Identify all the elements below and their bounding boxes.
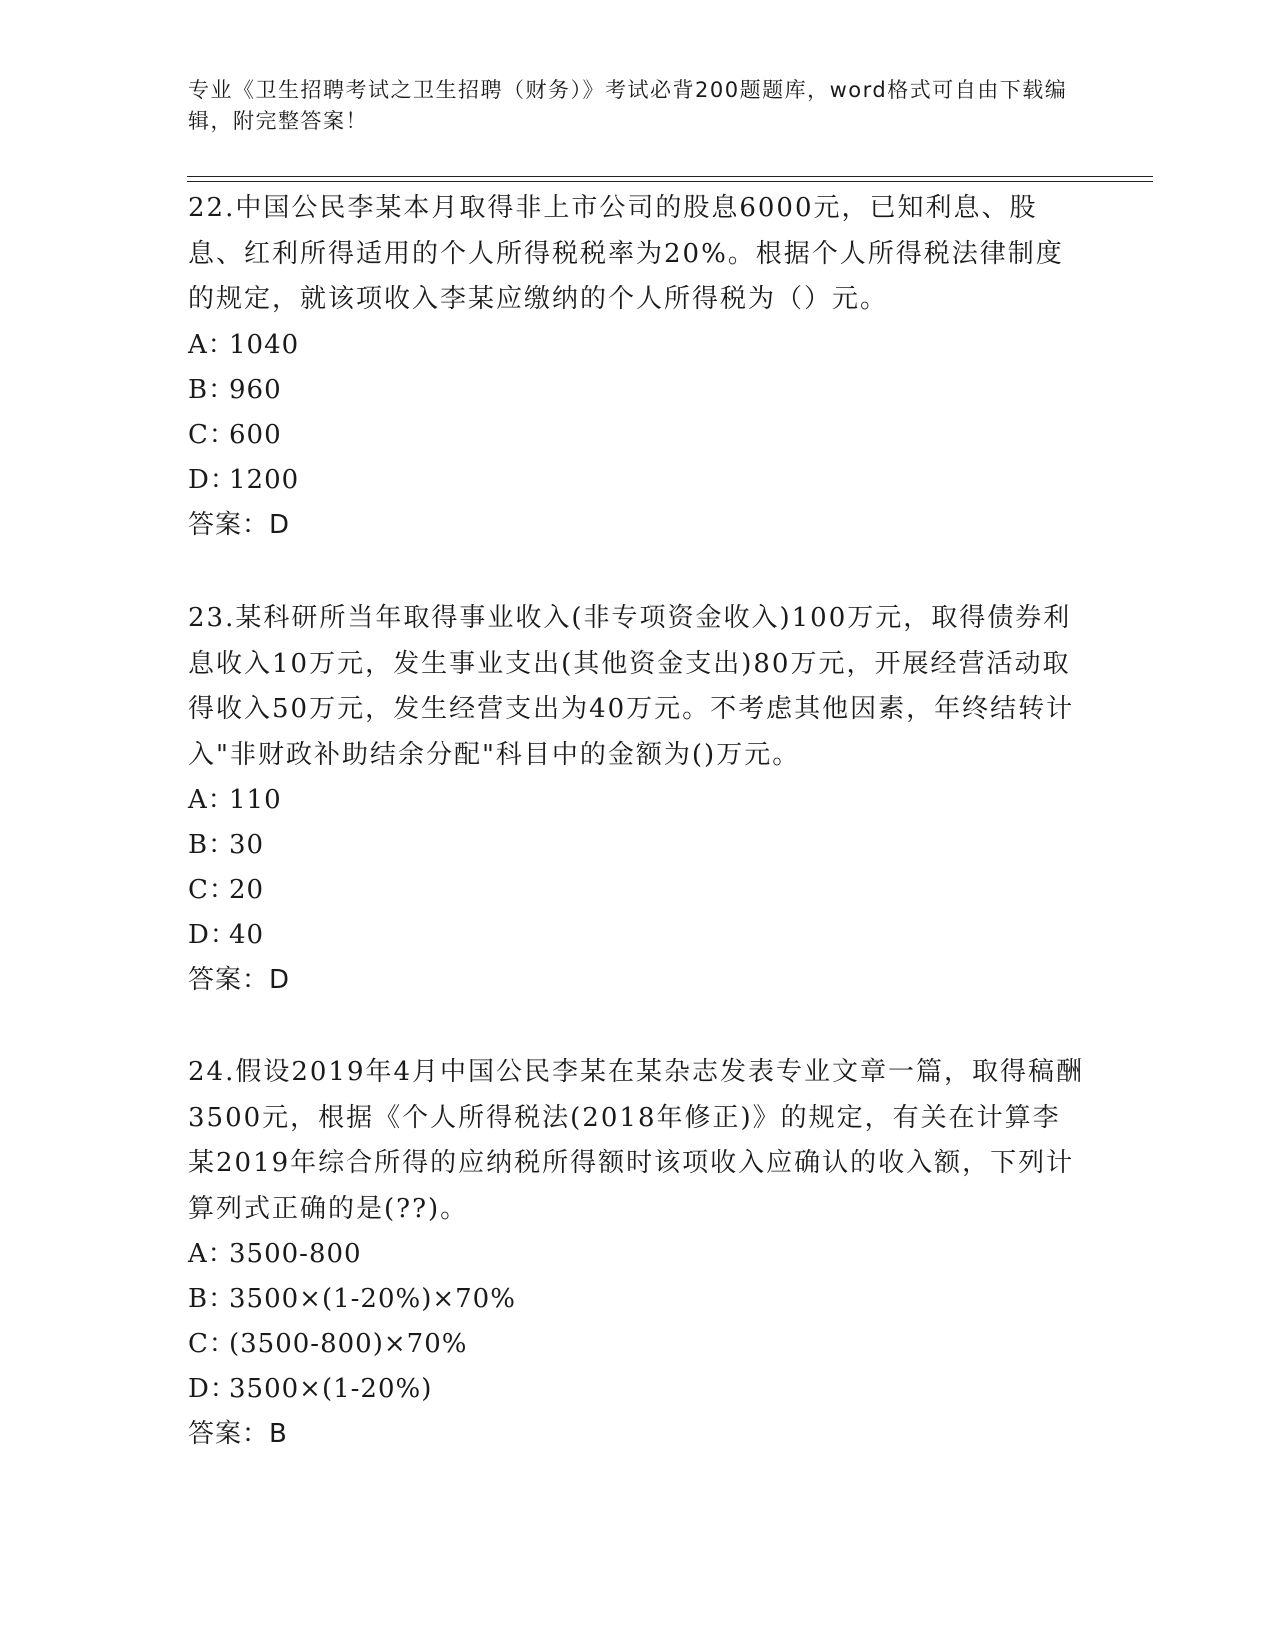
answer-line: 答案：B xyxy=(188,1419,288,1449)
option-c xyxy=(188,1322,1088,1367)
document-header: 专业《卫生招聘考试之卫生招聘（财务）》考试必背200题题库，word格式可自由下载编辑，附完整答案！ xyxy=(188,78,1068,133)
option-c xyxy=(188,868,1088,913)
option-text: 3500×(1-20%)×70% xyxy=(229,1284,516,1314)
option-text: 1040 xyxy=(229,329,300,360)
option-text: 600 xyxy=(229,419,282,450)
option-text: 1200 xyxy=(229,464,300,495)
option-d xyxy=(188,913,1088,958)
question-23 xyxy=(188,596,1088,1003)
option-letter: D： xyxy=(188,1374,237,1404)
option-letter: C： xyxy=(188,1329,236,1359)
option-text: 40 xyxy=(229,920,265,950)
option-letter: C： xyxy=(188,419,236,450)
option-letter: A： xyxy=(188,1239,235,1269)
option-text: 110 xyxy=(229,785,282,815)
option-text: 960 xyxy=(229,374,282,405)
option-text: 3500-800 xyxy=(229,1239,362,1269)
option-d xyxy=(188,1367,1088,1412)
option-c xyxy=(188,413,1088,458)
option-text: 3500×(1-20%) xyxy=(229,1374,433,1404)
header-divider-bottom xyxy=(187,181,1153,182)
option-letter: B： xyxy=(188,1284,236,1314)
answer-line: 答案：D xyxy=(188,965,291,995)
option-text: 30 xyxy=(229,830,265,860)
option-letter: C： xyxy=(188,875,236,905)
answer-line: 答案：D xyxy=(188,509,291,540)
option-letter: B： xyxy=(188,830,236,860)
option-b xyxy=(188,823,1088,868)
option-a xyxy=(188,323,1088,368)
option-b xyxy=(188,1277,1088,1322)
question-stem: 24.假设2019年4月中国公民李某在某杂志发表专业文章一篇，取得稿酬3500元，根据《个人所得税法(2018年修正)》的规定，有关在计算李某2019年综合所得的应纳税所得额时该项收入应确认的收入额，下列计算列式正确的是(??)。 xyxy=(188,1057,1085,1224)
option-a xyxy=(188,778,1088,823)
option-letter: D： xyxy=(188,920,237,950)
option-letter: D： xyxy=(188,464,237,495)
option-letter: B： xyxy=(188,374,236,405)
option-d xyxy=(188,458,1088,503)
option-letter: A： xyxy=(188,329,235,360)
option-b xyxy=(188,368,1088,413)
header-divider-top xyxy=(187,176,1153,177)
option-letter: A： xyxy=(188,785,235,815)
option-text: (3500-800)×70% xyxy=(229,1329,468,1359)
question-24 xyxy=(188,1050,1088,1457)
option-text: 20 xyxy=(229,875,265,905)
question-stem: 23.某科研所当年取得事业收入(非专项资金收入)100万元，取得债券利息收入10万元，发生事业支出(其他资金支出)80万元，开展经营活动取得收入50万元，发生经营支出为40万元。不考虑其他因素，年终结转计入"非财政补助结余分配"科目中的金额为()万元。 xyxy=(188,603,1075,770)
question-22 xyxy=(188,186,1088,548)
option-a xyxy=(188,1232,1088,1277)
question-stem: 22.中国公民李某本月取得非上市公司的股息6000元，已知利息、股息、红利所得适用的个人所得税税率为20%。根据个人所得税法律制度的规定，就该项收入李某应缴纳的个人所得税为（）元。 xyxy=(188,193,1064,314)
